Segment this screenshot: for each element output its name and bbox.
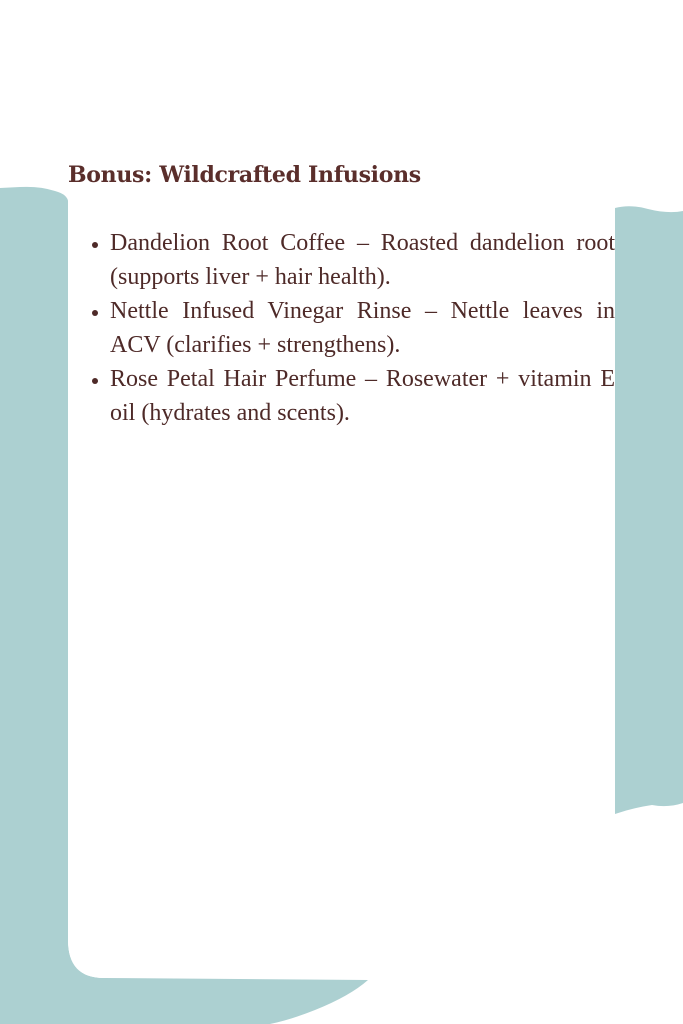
content-block	[68, 158, 615, 430]
list-item: • Nettle Infused Vinegar Rinse – Nettle leaves in ACV (clarifies + strengthens).	[110, 294, 615, 362]
list-item: • Dandelion Root Coffee – Roasted dandelion root (supports liver + hair health).	[110, 226, 615, 294]
infusion-list	[68, 226, 615, 430]
list-item: • Rose Petal Hair Perfume – Rosewater + vitamin E oil (hydrates and scents).	[110, 362, 615, 430]
right-teal-stroke	[615, 206, 683, 814]
white-card	[68, 0, 615, 978]
left-teal-stroke	[0, 187, 68, 1024]
section-heading: Bonus: Wildcrafted Infusions	[68, 162, 421, 188]
